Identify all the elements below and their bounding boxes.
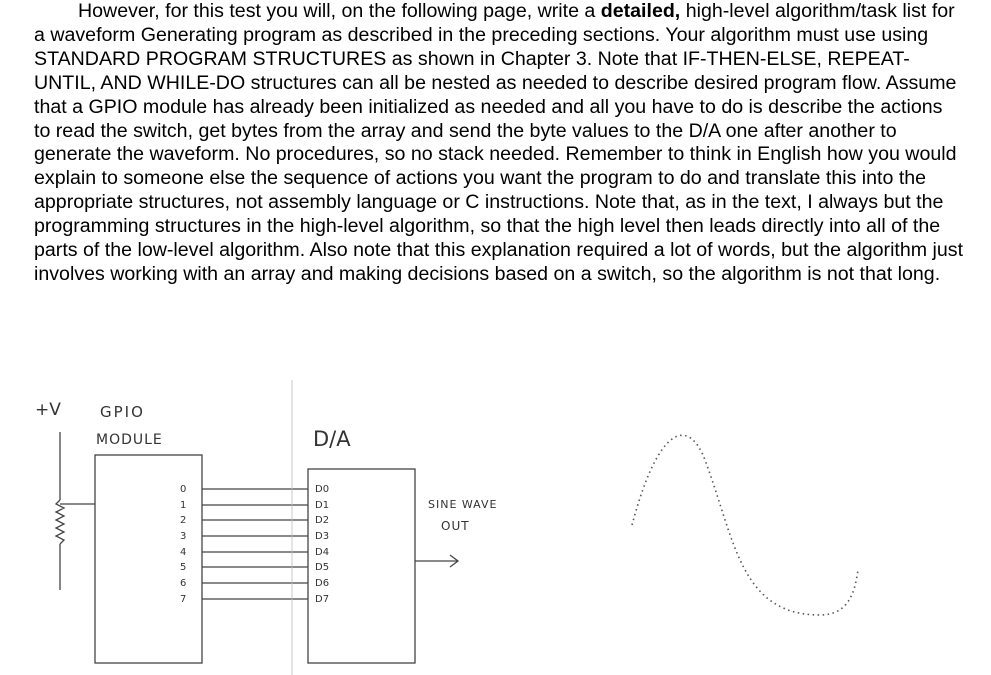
gpio-label-line1: GPIO xyxy=(100,403,145,421)
supply-label: +V xyxy=(35,400,61,420)
da-pin-label: D3 xyxy=(315,531,330,542)
circuit-sketch xyxy=(0,380,991,675)
da-pin-label: D1 xyxy=(315,500,330,511)
output-label-line2: OUT xyxy=(441,519,470,533)
da-pin-labels xyxy=(315,484,329,605)
da-pin-label: D0 xyxy=(315,484,330,495)
da-pin-label: D6 xyxy=(315,578,330,589)
gpio-pin-label: 0 xyxy=(180,484,187,495)
paragraph-bold: detailed, xyxy=(600,0,681,22)
gpio-pin-label: 3 xyxy=(180,531,187,542)
da-pin-label: D2 xyxy=(315,515,330,526)
gpio-pin-label: 7 xyxy=(180,594,187,605)
da-label: D/A xyxy=(313,427,351,451)
sine-wave-trace xyxy=(632,435,858,615)
gpio-pin-label: 4 xyxy=(180,547,187,558)
paragraph-part2: high-level algorithm/task list for a waveform Generating program as described in the preceding sections. Your algorithm must use using STANDARD PROGRAM STRUCTURES as shown in Chapter 3. Note that IF-THEN-ELSE, REPEAT-UNTIL, AND WHILE-DO structures can all be nested as needed to describe desired program flow. Assume that a GPIO module has already been initialized as needed and all you have to do is describe the actions to read the switch, get bytes from the array and send the byte values to the D/A one after another to generate the waveform. No procedures, so no stack needed. Remember to think in English how you would explain to someone else the sequence of actions you want the program to do and translate this into the appropriate structures, not assembly language or C instructions. Note that, as in the text, I always but the programming structures in the high-level algorithm, so that the high level then leads directly into all of the parts of the low-level algorithm. Also note that this explanation required a lot of words, but the algorithm just involves working with an array and making decisions based on a switch, so the algorithm is not that long. xyxy=(34,0,964,285)
da-pin-label: D7 xyxy=(315,594,330,605)
pullup-resistor xyxy=(56,500,64,544)
output-label-line1: SINE WAVE xyxy=(428,498,498,511)
instruction-paragraph xyxy=(34,0,964,287)
gpio-pin-label: 6 xyxy=(180,578,187,589)
gpio-pin-label: 5 xyxy=(180,562,187,573)
gpio-label-line2: MODULE xyxy=(96,432,163,448)
da-pin-label: D4 xyxy=(315,547,330,558)
gpio-pin-label: 1 xyxy=(180,500,187,511)
da-pin-label: D5 xyxy=(315,562,330,573)
gpio-pin-label: 2 xyxy=(180,515,187,526)
gpio-pin-labels xyxy=(180,484,186,605)
paragraph-part1: However, for this test you will, on the following page, write a xyxy=(78,0,601,22)
